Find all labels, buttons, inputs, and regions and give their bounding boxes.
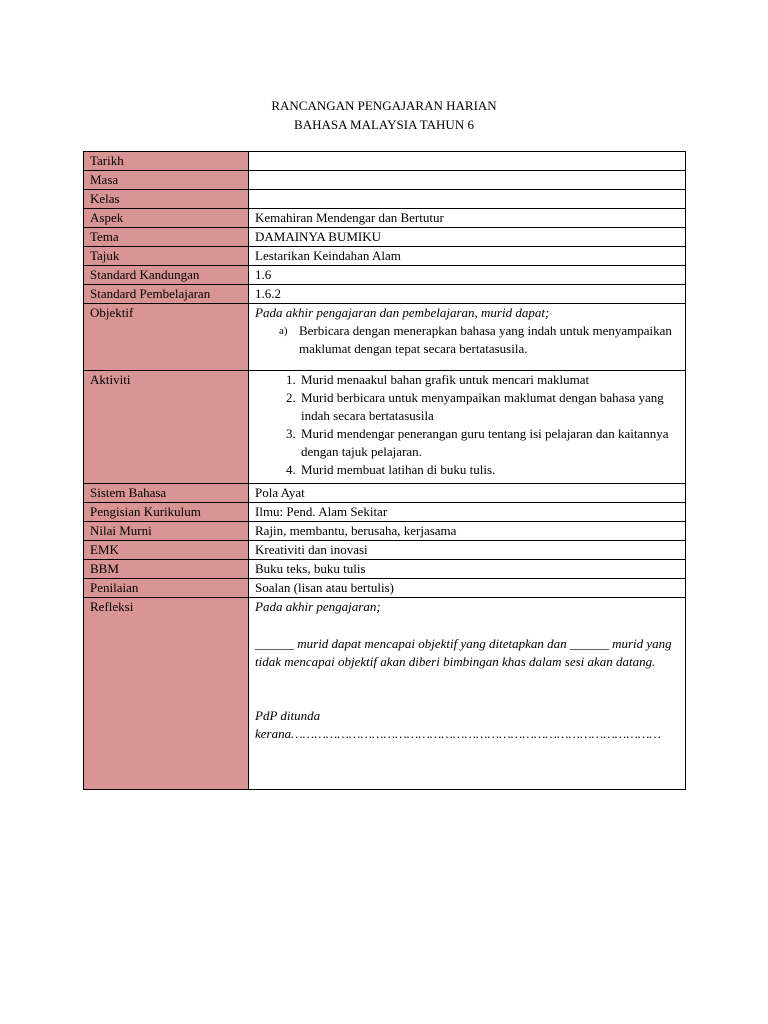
value-sistem-bahasa: Pola Ayat [249, 484, 686, 503]
row-sistem-bahasa [84, 484, 686, 503]
value-nilai-murni: Rajin, membantu, berusaha, kerjasama [249, 522, 686, 541]
label-tarikh: Tarikh [84, 152, 249, 171]
value-tajuk: Lestarikan Keindahan Alam [249, 247, 686, 266]
row-pengisian-kurikulum [84, 503, 686, 522]
document-title [0, 96, 768, 134]
aktiviti-list [255, 371, 679, 479]
value-bbm: Buku teks, buku tulis [249, 560, 686, 579]
value-masa [249, 171, 686, 190]
row-standard-pembelajaran [84, 285, 686, 304]
value-tarikh [249, 152, 686, 171]
value-tema: DAMAINYA BUMIKU [249, 228, 686, 247]
objektif-item-marker: a) [279, 325, 288, 337]
label-refleksi: Refleksi [84, 598, 249, 790]
label-emk: EMK [84, 541, 249, 560]
label-aspek: Aspek [84, 209, 249, 228]
label-tema: Tema [84, 228, 249, 247]
objektif-item-text: Berbicara dengan menerapkan bahasa yang indah untuk menyampaikan maklumat dengan tepat secara bertatasusila. [299, 323, 672, 356]
label-tajuk: Tajuk [84, 247, 249, 266]
objektif-list [255, 322, 679, 358]
row-tajuk [84, 247, 686, 266]
label-aktiviti: Aktiviti [84, 371, 249, 484]
row-nilai-murni [84, 522, 686, 541]
refleksi-statement: ______ murid dapat mencapai objektif yang ditetapkan dan ______ murid yang tidak mencapai objektif akan diberi bimbingan khas dalam sesi akan datang. [255, 636, 672, 669]
title-line-2: BAHASA MALAYSIA TAHUN 6 [294, 117, 474, 132]
refleksi-kerana: kerana…………………………………………………………………………………… [255, 726, 661, 741]
value-objektif [249, 304, 686, 371]
label-standard-kandungan: Standard Kandungan [84, 266, 249, 285]
row-tarikh [84, 152, 686, 171]
row-emk [84, 541, 686, 560]
row-penilaian [84, 579, 686, 598]
row-bbm [84, 560, 686, 579]
label-penilaian: Penilaian [84, 579, 249, 598]
lesson-plan-table [83, 151, 686, 790]
value-standard-pembelajaran: 1.6.2 [249, 285, 686, 304]
value-pengisian-kurikulum: Ilmu: Pend. Alam Sekitar [249, 503, 686, 522]
row-tema [84, 228, 686, 247]
label-nilai-murni: Nilai Murni [84, 522, 249, 541]
label-bbm: BBM [84, 560, 249, 579]
value-aktiviti [249, 371, 686, 484]
aktiviti-item: 4. Murid membuat latihan di buku tulis. [299, 461, 679, 479]
refleksi-intro: Pada akhir pengajaran; [255, 599, 381, 614]
value-standard-kandungan: 1.6 [249, 266, 686, 285]
label-pengisian-kurikulum: Pengisian Kurikulum [84, 503, 249, 522]
label-masa: Masa [84, 171, 249, 190]
row-refleksi [84, 598, 686, 790]
row-masa [84, 171, 686, 190]
value-kelas [249, 190, 686, 209]
aktiviti-item: 1. Murid menaakul bahan grafik untuk mencari maklumat [299, 371, 679, 389]
refleksi-pdp-ditunda: PdP ditunda [255, 708, 321, 723]
row-aspek [84, 209, 686, 228]
label-standard-pembelajaran: Standard Pembelajaran [84, 285, 249, 304]
value-aspek: Kemahiran Mendengar dan Bertutur [249, 209, 686, 228]
aktiviti-item: 2. Murid berbicara untuk menyampaikan maklumat dengan bahasa yang indah secara bertatasusila [299, 389, 679, 425]
label-objektif: Objektif [84, 304, 249, 371]
row-kelas [84, 190, 686, 209]
value-refleksi [249, 598, 686, 790]
label-kelas: Kelas [84, 190, 249, 209]
value-emk: Kreativiti dan inovasi [249, 541, 686, 560]
row-standard-kandungan [84, 266, 686, 285]
aktiviti-item: 3. Murid mendengar penerangan guru tentang isi pelajaran dan kaitannya dengan tajuk pelajaran. [299, 425, 679, 461]
row-aktiviti [84, 371, 686, 484]
value-penilaian: Soalan (lisan atau bertulis) [249, 579, 686, 598]
objektif-intro: Pada akhir pengajaran dan pembelajaran, murid dapat; [255, 305, 550, 320]
label-sistem-bahasa: Sistem Bahasa [84, 484, 249, 503]
title-line-1: RANCANGAN PENGAJARAN HARIAN [271, 98, 497, 113]
row-objektif [84, 304, 686, 371]
objektif-item [279, 322, 679, 358]
